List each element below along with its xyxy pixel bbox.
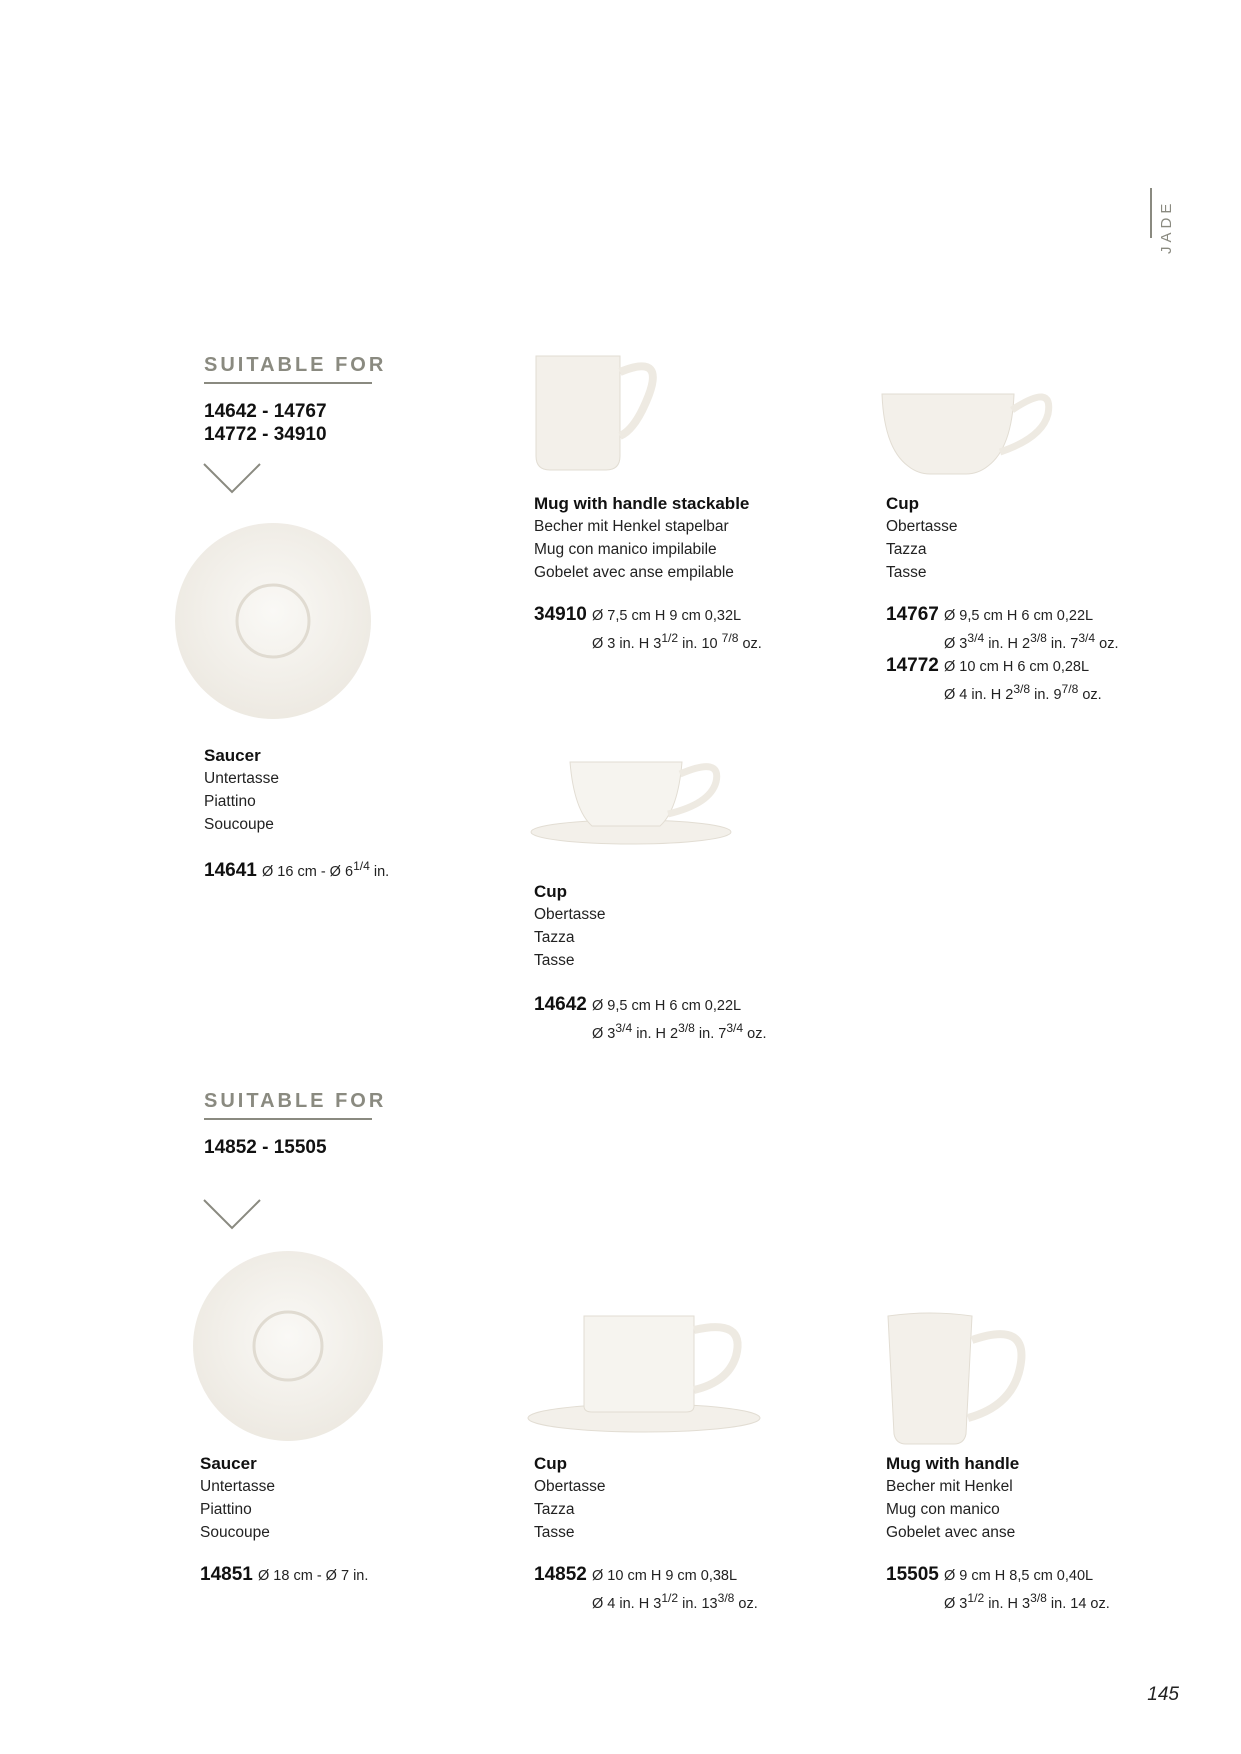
- spec-fraction: 7/8: [721, 631, 739, 645]
- spec-fraction: 3/8: [1030, 1591, 1047, 1605]
- spec-text: in. H 2: [984, 635, 1031, 652]
- article-number: 14767: [886, 604, 939, 625]
- name-fr: Tasse: [886, 564, 927, 581]
- cup-mid-spec: [534, 994, 767, 1045]
- name-de: Becher mit Henkel: [886, 1478, 1013, 1495]
- mug-image: [884, 1310, 1034, 1448]
- name-de: Becher mit Henkel stapelbar: [534, 518, 729, 535]
- product-name: Cup: [534, 1454, 568, 1473]
- spec-text: Ø 3: [592, 1025, 616, 1042]
- product-name: Cup: [534, 882, 568, 901]
- name-it: Piattino: [200, 1501, 252, 1518]
- mug-stackable-text: [534, 492, 749, 584]
- mug-stackable-spec: [534, 604, 762, 655]
- spec-text: in.: [369, 863, 390, 880]
- spec-text: Ø 9,5 cm H 6 cm 0,22L: [592, 998, 742, 1014]
- spec-fraction: 1/2: [661, 1591, 679, 1605]
- spec-text: Ø 7,5 cm H 9 cm 0,32L: [592, 608, 742, 624]
- heading-underline: [204, 1118, 372, 1120]
- chevron-down-icon: [202, 462, 262, 496]
- product-name: Saucer: [204, 746, 261, 765]
- spec-text: Ø 9 cm H 8,5 cm 0,40L: [944, 1568, 1094, 1584]
- name-fr: Gobelet avec anse empilable: [534, 564, 734, 581]
- spec-fraction: 7/8: [1061, 681, 1079, 696]
- article-number: 14772: [886, 654, 939, 676]
- name-fr: Tasse: [534, 1524, 575, 1541]
- cup-right-text: [886, 492, 958, 584]
- heading-underline: [204, 382, 372, 384]
- spec-text: in. 14 oz.: [1046, 1595, 1110, 1612]
- spec-fraction: 3/4: [967, 631, 985, 645]
- spec-text: Ø 16 cm - Ø 6: [262, 863, 354, 880]
- spec-fraction: 1/2: [967, 1591, 985, 1605]
- spec-fraction: 3/8: [1030, 631, 1047, 645]
- suitable-for-heading: SUITABLE FOR: [204, 354, 387, 376]
- side-tab-bar: [1150, 188, 1152, 238]
- cup2-text: [534, 1452, 606, 1544]
- spec-fraction: 3/4: [615, 1021, 633, 1035]
- name-it: Tazza: [534, 929, 575, 946]
- article-number: 14851: [200, 1564, 253, 1585]
- name-fr: Gobelet avec anse: [886, 1524, 1016, 1541]
- article-number: 15505: [886, 1564, 939, 1585]
- saucer-spec: [204, 855, 389, 883]
- spec-fraction: 3/8: [717, 1591, 735, 1605]
- saucer2-text: [200, 1452, 275, 1544]
- spec-text: oz.: [738, 635, 762, 652]
- spec-text: Ø 10 cm H 6 cm 0,28L: [944, 658, 1090, 675]
- spec-text: in. H 3: [984, 1595, 1031, 1612]
- spec-text: oz.: [1078, 686, 1102, 703]
- article-number: 14852: [534, 1564, 587, 1585]
- spec-fraction: 1/4: [353, 859, 370, 873]
- name-de: Obertasse: [886, 518, 958, 535]
- saucer2-spec: [200, 1564, 368, 1587]
- name-fr: Tasse: [534, 952, 575, 969]
- name-it: Tazza: [534, 1501, 575, 1518]
- mug2-spec: [886, 1564, 1110, 1615]
- spec-text: in. 7: [694, 1025, 727, 1042]
- saucer-text-block: [204, 744, 279, 836]
- spec-text: in. 13: [678, 1595, 718, 1612]
- spec-text: Ø 3: [944, 635, 968, 652]
- mug2-text: [886, 1452, 1019, 1544]
- name-de: Untertasse: [204, 770, 279, 787]
- spec-fraction: 3/4: [726, 1021, 744, 1035]
- spec-text: Ø 3 in. H 3: [592, 635, 662, 652]
- product-name: Cup: [886, 494, 920, 513]
- spec-text: oz.: [734, 1595, 758, 1612]
- spec-text: in. H 2: [632, 1025, 679, 1042]
- name-de: Untertasse: [200, 1478, 275, 1495]
- spec-text: Ø 4 in. H 3: [592, 1595, 662, 1612]
- spec-text: Ø 18 cm - Ø 7 in.: [258, 1568, 369, 1584]
- article-number: 14641: [204, 859, 257, 881]
- cup2-spec: [534, 1564, 758, 1615]
- spec-fraction: 3/8: [678, 1021, 695, 1035]
- suitable-for-heading: SUITABLE FOR: [204, 1090, 387, 1112]
- suitable-codes: 14852 - 15505: [204, 1137, 327, 1158]
- spec-fraction: 3/8: [1013, 681, 1031, 696]
- spec-text: Ø 10 cm H 9 cm 0,38L: [592, 1568, 738, 1584]
- spec-text: Ø 3: [944, 1595, 968, 1612]
- cup-image: [878, 388, 1058, 478]
- article-number: 14642: [534, 994, 587, 1015]
- product-name: Saucer: [200, 1454, 257, 1473]
- spec-text: Ø 9,5 cm H 6 cm 0,22L: [944, 608, 1094, 624]
- name-de: Obertasse: [534, 1478, 606, 1495]
- spec-text: in. 9: [1030, 686, 1062, 703]
- spec-fraction: 1/2: [661, 631, 679, 645]
- spec-text: in. 10: [678, 635, 722, 652]
- spec-text: in. 7: [1046, 635, 1079, 652]
- collection-label: JADE: [1158, 199, 1175, 254]
- cup-on-saucer-image: [524, 1312, 764, 1440]
- name-it: Mug con manico: [886, 1501, 1000, 1518]
- page-number: 145: [1147, 1684, 1179, 1705]
- spec-text: Ø 4 in. H 2: [944, 686, 1014, 703]
- name-it: Piattino: [204, 793, 256, 810]
- name-de: Obertasse: [534, 906, 606, 923]
- cup-on-saucer-image: [526, 756, 736, 852]
- saucer-image: [170, 518, 376, 724]
- suitable-codes: 14642 - 14767 14772 - 34910: [204, 401, 327, 445]
- spec-text: oz.: [743, 1025, 767, 1042]
- name-fr: Soucoupe: [200, 1524, 270, 1541]
- spec-fraction: 3/4: [1078, 631, 1096, 645]
- name-it: Tazza: [886, 541, 927, 558]
- product-name: Mug with handle: [886, 1454, 1020, 1473]
- article-number: 34910: [534, 604, 587, 625]
- product-name: Mug with handle stackable: [534, 494, 750, 513]
- name-fr: Soucoupe: [204, 816, 274, 833]
- chevron-down-icon: [202, 1198, 262, 1232]
- cup-right-spec: [886, 604, 1119, 706]
- name-it: Mug con manico impilabile: [534, 541, 717, 558]
- cup-mid-text: [534, 880, 606, 972]
- saucer-image: [188, 1246, 388, 1446]
- mug-stackable-image: [528, 352, 668, 476]
- spec-text: oz.: [1095, 635, 1119, 652]
